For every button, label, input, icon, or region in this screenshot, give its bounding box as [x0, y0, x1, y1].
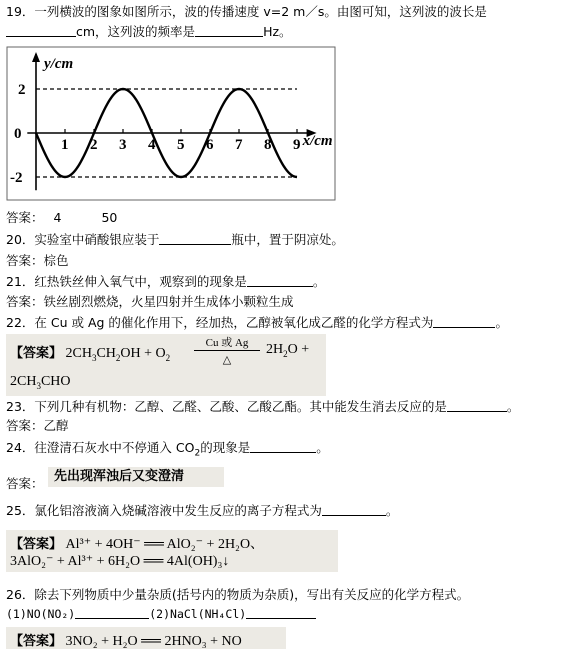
blank — [246, 606, 316, 619]
blank — [247, 274, 313, 287]
x-tick-label: 1 — [61, 137, 69, 153]
x-tick-label: 2 — [90, 137, 98, 153]
reaction-arrow — [194, 350, 260, 351]
q26-parts: (1)NO(NO₂) (2)NaCl(NH₄Cl) — [6, 606, 316, 622]
q26-question: 26．除去下列物质中少量杂质(括号内的物质为杂质)，写出有关反应的化学方程式。 — [6, 587, 470, 602]
q20-question: 20．实验室中硝酸银应装于 瓶中，置于阴凉处。 — [6, 232, 344, 247]
x-axis-label: x/cm — [302, 133, 333, 149]
y-tick-label: 0 — [14, 126, 22, 142]
heat-symbol: △ — [222, 354, 232, 366]
y-axis-label: y/cm — [44, 56, 74, 72]
q23-question: 23．下列几种有机物：乙醇、乙醛、乙酸、乙酸乙酯。其中能发生消去反应的是 。 — [6, 399, 520, 414]
q21-answer: 答案：铁丝剧烈燃烧，火星四射并生成体小颗粒生成 — [6, 294, 294, 309]
x-tick-label: 6 — [206, 137, 214, 153]
y-tick-label: 2 — [18, 82, 26, 98]
x-tick-label: 5 — [177, 137, 185, 153]
q22-question: 22．在 Cu 或 Ag 的催化作用下，经加热，乙醇被氧化成乙醛的化学方程式为 。 — [6, 315, 508, 330]
q19-answer: 答案： 4 50 — [6, 210, 118, 225]
x-tick-label: 3 — [119, 137, 127, 153]
blank — [6, 24, 76, 37]
blank — [75, 606, 149, 619]
q19-line1: 19．一列横波的图象如图所示，波的传播速度 v=2 m／s。由图可知，这列波的波长是 — [6, 4, 487, 19]
blank — [195, 24, 263, 37]
blank — [322, 503, 386, 516]
q20-answer: 答案：棕色 — [6, 253, 69, 268]
q24-question: 24．往澄清石灰水中不停通入 $CO_2$的现象是 。 — [6, 440, 329, 459]
blank — [447, 399, 507, 412]
x-tick-label: 9 — [293, 137, 301, 153]
y-tick-label: -2 — [10, 170, 23, 186]
blank — [159, 232, 231, 245]
catalyst-label: Cu 或 Ag — [205, 337, 249, 349]
blank — [250, 440, 316, 453]
q24-answer-image: 先出现浑浊后又变澄清 — [48, 467, 224, 487]
q22-answer-image: 【答案】 $2CH_3CH_2OH + O_2$ Cu 或 Ag △ $2H_2O$ + $2CH_3CHO$ — [6, 334, 326, 396]
blank — [433, 315, 495, 328]
q26-answer-image: 【答案】 3NO₂ + H₂O ══ 2HNO₃ + NO — [6, 627, 286, 649]
q23-answer: 答案：乙醇 — [6, 418, 69, 433]
wave-graph — [6, 46, 336, 201]
x-tick-label: 7 — [235, 137, 243, 153]
q19-line2: cm，这列波的频率是 Hz。 — [6, 24, 292, 40]
x-tick-label: 4 — [148, 137, 156, 153]
q25-answer-image: 【答案】 Al³⁺ + 4OH⁻ ══ AlO₂⁻ + 2H₂O、 3AlO₂⁻ + Al³⁺ + 6H₂O ══ 4Al(OH)₃↓ — [6, 530, 338, 572]
q25-question: 25．氯化铝溶液滴入烧碱溶液中发生反应的离子方程式为 。 — [6, 503, 399, 518]
q24-answer-label: 答案： — [6, 476, 44, 491]
x-tick-label: 8 — [264, 137, 272, 153]
q21-question: 21．红热铁丝伸入氧气中，观察到的现象是 。 — [6, 274, 326, 289]
